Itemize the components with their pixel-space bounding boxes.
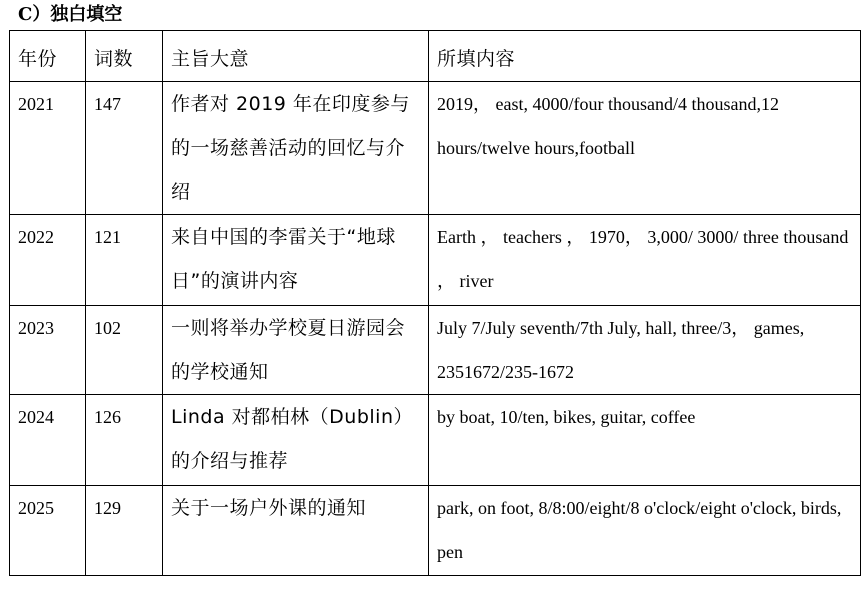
table-row bbox=[10, 395, 861, 486]
cell-theme: Linda 对都柏林（Dublin）的介绍与推荐 bbox=[163, 395, 429, 486]
cell-theme: 一则将举办学校夏日游园会的学校通知 bbox=[163, 306, 429, 395]
header-year: 年份 bbox=[10, 31, 86, 82]
cell-year: 2024 bbox=[10, 395, 86, 486]
table-row bbox=[10, 215, 861, 306]
cell-content: 2019， east, 4000/four thousand/4 thousand,12 hours/twelve hours,football bbox=[429, 82, 861, 215]
header-theme: 主旨大意 bbox=[163, 31, 429, 82]
cell-year: 2021 bbox=[10, 82, 86, 215]
cell-words: 129 bbox=[86, 486, 163, 576]
exam-summary-table bbox=[9, 30, 861, 576]
cell-year: 2023 bbox=[10, 306, 86, 395]
table-row bbox=[10, 306, 861, 395]
cell-theme: 来自中国的李雷关于“地球日”的演讲内容 bbox=[163, 215, 429, 306]
cell-theme: 关于一场户外课的通知 bbox=[163, 486, 429, 576]
section-title: C）独白填空 bbox=[18, 4, 123, 25]
cell-content: Earth ， teachers ， 1970， 3,000/ 3000/ three thousand ， river bbox=[429, 215, 861, 306]
cell-year: 2025 bbox=[10, 486, 86, 576]
cell-words: 147 bbox=[86, 82, 163, 215]
cell-words: 102 bbox=[86, 306, 163, 395]
table-row bbox=[10, 486, 861, 576]
cell-year: 2022 bbox=[10, 215, 86, 306]
cell-theme: 作者对 2019 年在印度参与的一场慈善活动的回忆与介绍 bbox=[163, 82, 429, 215]
header-content: 所填内容 bbox=[429, 31, 861, 82]
header-words: 词数 bbox=[86, 31, 163, 82]
table-row bbox=[10, 82, 861, 215]
cell-content: park, on foot, 8/8:00/eight/8 o'clock/eight o'clock, birds, pen bbox=[429, 486, 861, 576]
cell-words: 126 bbox=[86, 395, 163, 486]
table-header-row bbox=[10, 31, 861, 82]
cell-words: 121 bbox=[86, 215, 163, 306]
cell-content: July 7/July seventh/7th July, hall, three/3， games, 2351672/235-1672 bbox=[429, 306, 861, 395]
cell-content: by boat, 10/ten, bikes, guitar, coffee bbox=[429, 395, 861, 486]
